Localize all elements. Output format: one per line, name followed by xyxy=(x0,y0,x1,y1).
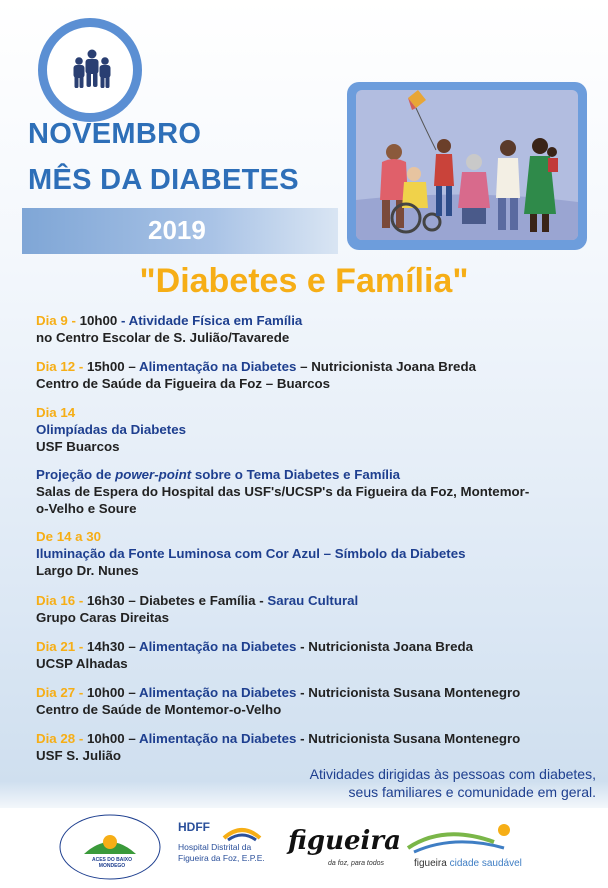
event-text: Sarau Cultural xyxy=(267,593,359,608)
event-text: Dia 12 - xyxy=(36,359,87,374)
event-text: Iluminação da Fonte Luminosa com Cor Azul – Símbolo da Diabetes xyxy=(36,546,466,561)
headline: "Diabetes e Família" xyxy=(139,262,469,300)
event-line xyxy=(36,562,466,579)
event-text: Dia 27 - xyxy=(36,685,87,700)
closing-note-line-1: Atividades dirigidas às pessoas com diabetes, xyxy=(309,766,596,782)
event-line xyxy=(36,358,476,375)
event-text: Dia 9 - xyxy=(36,313,80,328)
event-text: sobre o Tema Diabetes e Família xyxy=(191,467,401,482)
event-line xyxy=(36,483,529,500)
aces-baixo-mondego-logo xyxy=(54,812,166,882)
event-text: power-point xyxy=(115,467,192,482)
event-text: USF Buarcos xyxy=(36,439,120,454)
footer-logos xyxy=(0,808,608,888)
event-line xyxy=(36,747,520,764)
event-text: Centro de Saúde da Figueira da Foz – Buarcos xyxy=(36,376,331,391)
hdff-abbr: HDFF xyxy=(178,820,210,834)
title-month: NOVEMBRO xyxy=(28,118,202,150)
event-line xyxy=(36,466,529,483)
event-line xyxy=(36,312,302,329)
event-line xyxy=(36,500,529,517)
event-text: De 14 a 30 xyxy=(36,529,102,544)
aces-sub-label: ACES DO BAIXO MONDEGO xyxy=(91,857,132,869)
event-text: Alimentação na Diabetes xyxy=(139,685,297,700)
event-item xyxy=(36,730,520,764)
event-text: Salas de Espera do Hospital das USF's/UCSP's da Figueira da Foz, Montemor- xyxy=(36,484,530,499)
family-icon xyxy=(72,49,112,91)
event-text: Centro de Saúde de Montemor-o-Velho xyxy=(36,702,282,717)
event-line xyxy=(36,404,186,421)
event-line xyxy=(36,684,520,701)
event-text: – Nutricionista Joana Breda xyxy=(296,359,476,374)
hdff-line-1: Hospital Distrital da xyxy=(178,842,252,852)
event-item xyxy=(36,404,186,455)
event-text: UCSP Alhadas xyxy=(36,656,128,671)
event-text: Olimpíadas da Diabetes xyxy=(36,422,187,437)
event-item xyxy=(36,528,466,579)
event-text: 10h00 xyxy=(79,313,118,328)
event-text: Grupo Caras Direitas xyxy=(36,610,170,625)
hdff-line-2: Figueira da Foz, E.P.E. xyxy=(178,853,265,863)
figueira-cidade-saudavel-logo xyxy=(404,820,524,876)
hdff-logo xyxy=(178,820,270,876)
event-item xyxy=(36,592,358,626)
event-text: Alimentação na Diabetes xyxy=(139,359,297,374)
event-text: 15h00 – xyxy=(87,359,139,374)
event-item xyxy=(36,684,520,718)
figueira-word: figueira xyxy=(288,826,401,856)
family-illustration xyxy=(356,90,578,240)
event-text: - Nutricionista Susana Montenegro xyxy=(296,731,521,746)
event-text: - Nutricionista Joana Breda xyxy=(296,639,473,654)
event-line xyxy=(36,655,473,672)
event-item xyxy=(36,638,473,672)
event-text: 14h30 – xyxy=(87,639,139,654)
event-text: - Nutricionista Susana Montenegro xyxy=(296,685,521,700)
event-item xyxy=(36,358,476,392)
event-text: Dia 21 - xyxy=(36,639,87,654)
event-text: o-Velho e Soure xyxy=(36,501,137,516)
event-line xyxy=(36,592,358,609)
event-line xyxy=(36,438,186,455)
event-line xyxy=(36,545,466,562)
event-line xyxy=(36,528,466,545)
event-text: Dia 16 - xyxy=(36,593,87,608)
cidade-saudavel-word-2: cidade saudável xyxy=(449,858,522,869)
event-text: Alimentação na Diabetes xyxy=(139,731,297,746)
cidade-saudavel-word xyxy=(414,858,522,869)
event-text: Alimentação na Diabetes xyxy=(139,639,297,654)
figueira-tagline: da foz, para todos xyxy=(328,860,385,867)
event-text: Dia 14 xyxy=(36,405,76,420)
event-item xyxy=(36,312,302,346)
event-text: - Atividade Física em Família xyxy=(117,313,303,328)
event-line xyxy=(36,421,186,438)
event-line xyxy=(36,609,358,626)
event-text: 10h00 – xyxy=(87,731,139,746)
event-text: 16h30 – Diabetes e Família - xyxy=(87,593,268,608)
event-item xyxy=(36,466,529,517)
event-text: no Centro Escolar de S. Julião/Tavarede xyxy=(36,330,290,345)
event-line xyxy=(36,329,302,346)
event-line xyxy=(36,730,520,747)
closing-note-line-2: seus familiares e comunidade em geral. xyxy=(348,784,596,800)
event-text: Largo Dr. Nunes xyxy=(36,563,139,578)
figueira-logo xyxy=(288,826,401,876)
event-line xyxy=(36,701,520,718)
closing-note xyxy=(310,765,596,801)
year-label: 2019 xyxy=(148,215,206,245)
cidade-saudavel-word-1: figueira xyxy=(414,858,447,869)
event-line xyxy=(36,375,476,392)
event-text: Dia 28 - xyxy=(36,731,87,746)
family-logo-ring xyxy=(38,18,142,122)
title-subject: MÊS DA DIABETES xyxy=(28,164,299,196)
event-line xyxy=(36,638,473,655)
event-text: USF S. Julião xyxy=(36,748,121,763)
event-text: 10h00 – xyxy=(87,685,139,700)
event-text: Projeção de xyxy=(36,467,116,482)
